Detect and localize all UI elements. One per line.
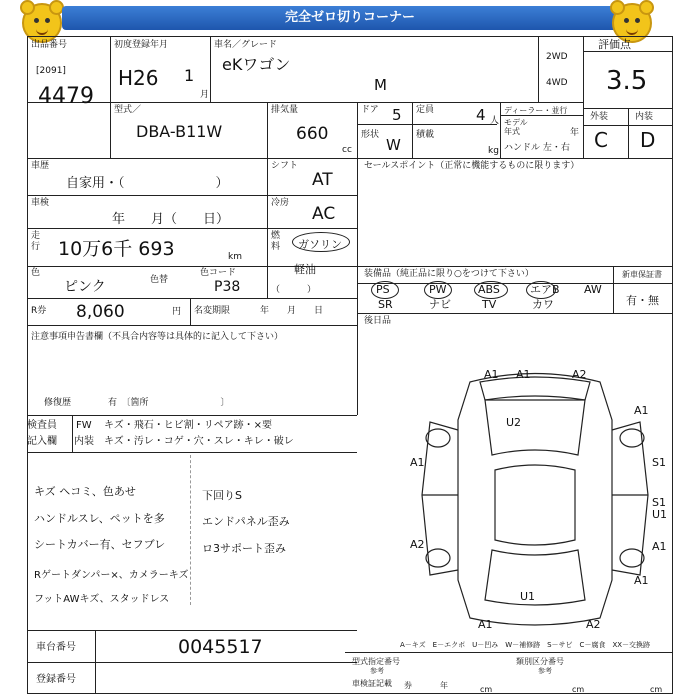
inspector-fw: FW (76, 420, 92, 431)
vehicle-name-label: 車名／グレード (214, 40, 278, 50)
damage-mark: U1 (652, 508, 668, 521)
regnum-label: 登録番号 (36, 674, 76, 685)
score-value: 3.5 (606, 66, 648, 96)
equipment-label: 装備品（純正品に限り○をつけて下さい） (364, 269, 534, 279)
footer-cm-3: cm (650, 685, 663, 694)
doors-value: 5 (392, 106, 402, 124)
dealer-model-year: モデル年式 (504, 118, 528, 136)
score-label: 評価点 (598, 38, 631, 51)
damage-mark: A1 (634, 574, 649, 587)
equip-abs: ABS (478, 283, 500, 296)
equip-sr: SR (378, 298, 393, 311)
kinds-label: 名変期限 (194, 306, 231, 316)
damage-mark: A1 (634, 404, 649, 417)
registration-month-unit: 月 (200, 90, 210, 100)
inspection-label: 車検 (31, 198, 50, 208)
footer-ref-2: 参考 (538, 667, 552, 675)
inspector-label: 検査員 (27, 420, 57, 431)
equip-navi: ナビ (429, 298, 451, 311)
vehicle-name: eKワゴン (222, 55, 291, 74)
mileage-label: 走行 (31, 231, 41, 252)
diagram-wheel-fl (426, 429, 450, 447)
recycle-unit: 円 (172, 307, 182, 317)
fuel-other: （ ） (271, 285, 317, 295)
footer-symbol: 券 (404, 681, 412, 690)
lot-sub: [2091] (36, 66, 66, 76)
color-change-label: 色替 (150, 275, 169, 285)
note-left-1: キズ ヘコミ、色あせ (34, 485, 136, 498)
note-left-2: ハンドルスレ、ペットを多 (34, 512, 165, 525)
doors-label: ドア (361, 105, 379, 115)
fuel-gas-circle (292, 232, 350, 252)
chassis-label: 車台番号 (36, 642, 76, 653)
damage-mark: S1 (652, 456, 666, 469)
displacement-value: 660 (296, 124, 329, 144)
color-code-label: 色コード (200, 268, 237, 278)
score-interior-label: 内装 (635, 112, 654, 122)
declaration-label: 注意事項申告書欄（不具合内容等は具体的に記入して下さい） (31, 332, 284, 342)
diagram-roof (495, 465, 575, 545)
color-value: ピンク (64, 279, 106, 295)
aircon-label: 冷房 (271, 198, 290, 208)
damage-mark: U1 (520, 590, 536, 603)
shift-label: シフト (271, 161, 299, 171)
color-label: 色 (31, 268, 41, 278)
damage-mark: U2 (506, 416, 522, 429)
damage-mark: A1 (410, 456, 425, 469)
displacement-unit: cc (342, 145, 352, 155)
aftermarket-label: 後日品 (364, 316, 392, 326)
inspector-label2: 記入欄 (27, 436, 57, 447)
fuel-label: 燃料 (271, 231, 281, 252)
repair-value: 有 〔箇所 〕 (108, 398, 230, 408)
dealer-label: ディーラー・並行 (504, 106, 568, 115)
circle-ps (371, 281, 399, 299)
note-right-3: ロ3サポート歪み (202, 542, 286, 555)
capacity-value: 4 (476, 106, 486, 124)
footer-eq-label: 車検証記載 (352, 679, 392, 688)
note-left-4: Rゲートダンパー×、カメラーキズ (34, 570, 189, 581)
damage-mark: A1 (516, 368, 531, 381)
diagram-body-outline (458, 374, 612, 626)
damage-mark: A2 (572, 368, 587, 381)
capacity-label: 定員 (416, 105, 435, 115)
inspector-int-label: 内装 (74, 436, 94, 447)
footer-ref-1: 参考 (370, 667, 384, 675)
damage-mark: A2 (410, 538, 425, 551)
color-code: P38 (214, 279, 241, 295)
equip-airbag: エアB (530, 283, 560, 296)
note-right-1: 下回りS (202, 489, 242, 502)
dealer-handle: ハンドル 左・右 (504, 143, 570, 153)
mileage-unit: km (228, 252, 242, 262)
diagram-left-doors (422, 422, 458, 575)
new-warranty-label: 新車保証書 (622, 270, 662, 279)
model-value: DBA-B11W (136, 122, 223, 141)
score-exterior: C (594, 128, 608, 152)
footer-type-label: 型式指定番号 (352, 657, 400, 666)
footer-cm-2: cm (572, 685, 585, 694)
damage-mark: A1 (478, 618, 493, 631)
shape-value: W (386, 136, 401, 154)
equip-ps: PS (376, 283, 390, 296)
drive-2wd: 2WD (546, 52, 568, 62)
load-label: 積載 (416, 130, 435, 140)
inspection-value: 年 月（ 日） (112, 212, 230, 227)
chassis-number: 0045517 (178, 636, 263, 658)
mileage-value: 10万6千 693 (58, 238, 175, 260)
footer-class-label: 類別区分番号 (516, 657, 564, 666)
score-interior: D (640, 128, 656, 152)
lot-label: 出品番号 (31, 40, 68, 50)
history-label: 車歴 (31, 161, 50, 171)
fuel-diesel: 軽油 (294, 263, 316, 276)
equip-tv: TV (482, 298, 497, 311)
fuel-gas: ガソリン (298, 238, 342, 251)
footer-cm: cm (480, 685, 493, 694)
damage-mark: S1 (652, 496, 666, 509)
capacity-unit: 人 (490, 116, 500, 126)
damage-mark: A1 (652, 540, 667, 553)
diagram-wheel-rr (620, 549, 644, 567)
dealer-year-unit: 年 (570, 128, 580, 138)
damage-legend: A－キズ E－エクボ U－凹み W－補修跡 S－サビ C－腐食 XX－交換跡 (400, 641, 651, 649)
history-value: 自家用・（ ） (66, 176, 229, 191)
recycle-label: R券 (31, 306, 47, 316)
recycle-value: 8,060 (76, 302, 125, 322)
equip-aw: AW (584, 283, 602, 296)
equip-leather: カワ (532, 298, 554, 311)
registration-era-year: H26 (118, 66, 159, 90)
kinds-value: 年 月 日 (260, 306, 324, 316)
note-left-5: フットAWキズ、スタッドレス (34, 594, 170, 605)
diagram-wheel-fr (620, 429, 644, 447)
diagram-right-doors (612, 422, 648, 575)
lot-number: 4479 (38, 84, 94, 109)
damage-mark: A2 (586, 618, 601, 631)
load-unit: kg (488, 146, 499, 156)
registration-month: 1 (184, 66, 195, 85)
vehicle-grade: M (374, 76, 387, 94)
note-right-2: エンドパネル歪み (202, 515, 290, 528)
diagram-wheel-rl (426, 549, 450, 567)
new-warranty-value: 有・無 (626, 294, 659, 307)
aircon-value: AC (312, 204, 336, 224)
repair-label: 修復歴 (44, 398, 72, 408)
shape-label: 形状 (361, 130, 380, 140)
equip-pw: PW (429, 283, 447, 296)
score-exterior-label: 外装 (590, 112, 609, 122)
drive-4wd: 4WD (546, 78, 568, 88)
circle-abs (474, 281, 508, 299)
sales-point-label: セールスポイント（正常に機能するものに限ります） (364, 161, 580, 171)
footer-year: 年 (440, 681, 448, 690)
circle-pw (424, 281, 452, 299)
displacement-label: 排気量 (271, 105, 299, 115)
diagram-hood (485, 400, 585, 455)
inspector-fw-items: キズ・飛石・ヒビ割・リペア跡・×要 (104, 420, 272, 431)
note-left-3: シートカバー有、セフブレ (34, 538, 166, 551)
circle-airbag (526, 281, 556, 299)
registration-label: 初度登録年月 (114, 40, 169, 50)
damage-mark: A1 (484, 368, 499, 381)
model-label: 型式／ (114, 105, 142, 115)
shift-value: AT (312, 170, 333, 190)
inspector-int-items: キズ・汚レ・コゲ・穴・スレ・キレ・破レ (104, 436, 294, 447)
page-title: 完全ゼロ切りコーナー (62, 6, 638, 30)
